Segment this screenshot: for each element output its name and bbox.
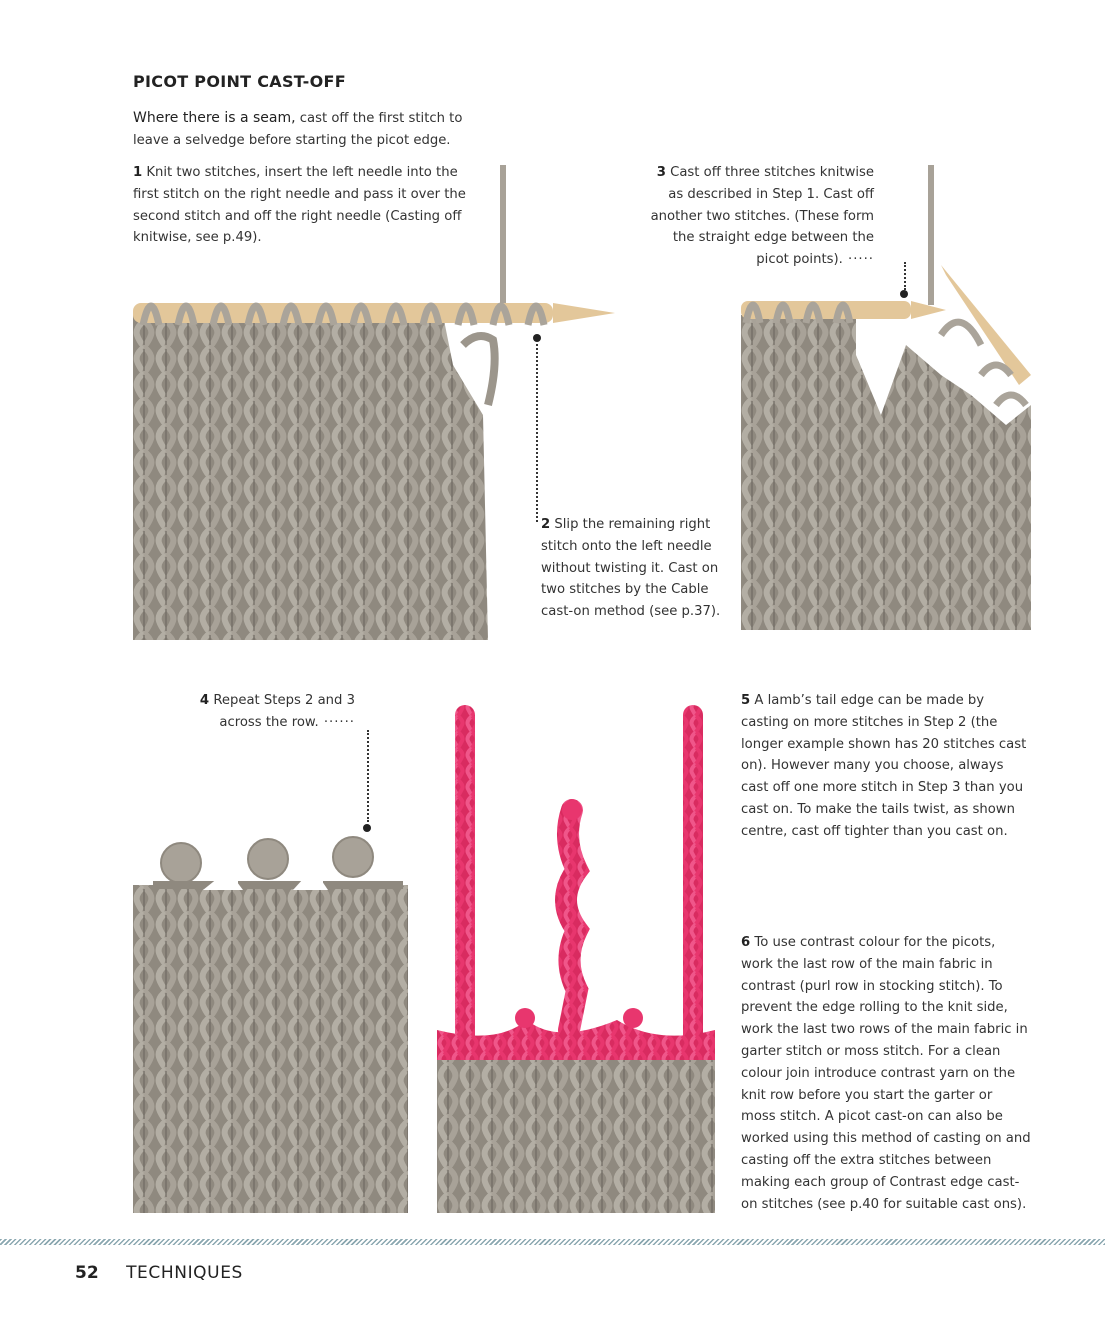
step-5-caption [741,690,1031,843]
step-3-number: 3 [656,165,666,180]
intro-paragraph [133,108,493,152]
step-6-number: 6 [741,935,751,950]
step-5-text: A lamb’s tail edge can be made by casting on more stitches in Step 2 (the longer example shown has 20 stitches cast on). However many you choose, always cast off one more stitch in Step 3 than you cast on. To make the tails twist, as shown centre, cast off tighter than you cast on. [741,693,1027,839]
step-3-text: Cast off three stitches knitwise as described in Step 1. Cast off another two stitches. (These form the straight edge between the picot points). [650,165,874,268]
step-4-text: Repeat Steps 2 and 3 across the row. [213,693,355,730]
footer-rule [0,1239,1105,1245]
photo-step-5-lambs-tail [437,700,715,1213]
page-number: 52 [75,1263,99,1283]
step-2-caption [541,514,721,623]
step-1-number: 1 [133,165,143,180]
step-2-number: 2 [541,517,551,532]
step-3-leader-dots: ····· [842,252,874,268]
step-2-leader-line [536,344,538,522]
step-2-text: Slip the remaining right stitch onto the left needle without twisting it. Cast on two stitches by the Cable cast-on method (see p.37). [541,517,721,620]
step-5-number: 5 [741,693,751,708]
step-6-caption [741,932,1031,1215]
intro-text: cast off the first stitch to leave a selvedge before starting the picot edge. [133,111,463,148]
step-6-text: To use contrast colour for the picots, work the last row of the main fabric in contrast (purl row in stocking stitch). To prevent the edge rolling to the knit side, work the last two rows of the main fabric in garter stitch or moss stitch. For a clean colour join introduce contrast yarn on the knit row before you start the garter or moss stitch. A picot cast-on can also be worked using this method of casting on and casting off the extra stitches between making each group of Contrast edge cast-on stitches (see p.40 for suitable cast ons). [741,935,1031,1212]
page-footer [75,1263,243,1283]
step-2-leader-dot [533,334,541,342]
photo-step-4-picot-edge [133,835,408,1213]
step-4-caption [160,690,355,734]
intro-lead: Where there is a seam, [133,110,296,126]
step-4-leader-dots: ······ [318,714,355,730]
step-1-text: Knit two stitches, insert the left needle into the first stitch on the right needle and pass it over the second stitch and off the right needle (Casting off knitwise, see p.49). [133,165,466,246]
step-4-number: 4 [199,693,210,708]
step-4-leader-dot [363,824,371,832]
section-name: TECHNIQUES [126,1263,243,1283]
page-title: PICOT POINT CAST-OFF [133,72,346,91]
photo-step-3-knitting [741,165,1031,630]
step-4-leader-line [367,730,369,822]
